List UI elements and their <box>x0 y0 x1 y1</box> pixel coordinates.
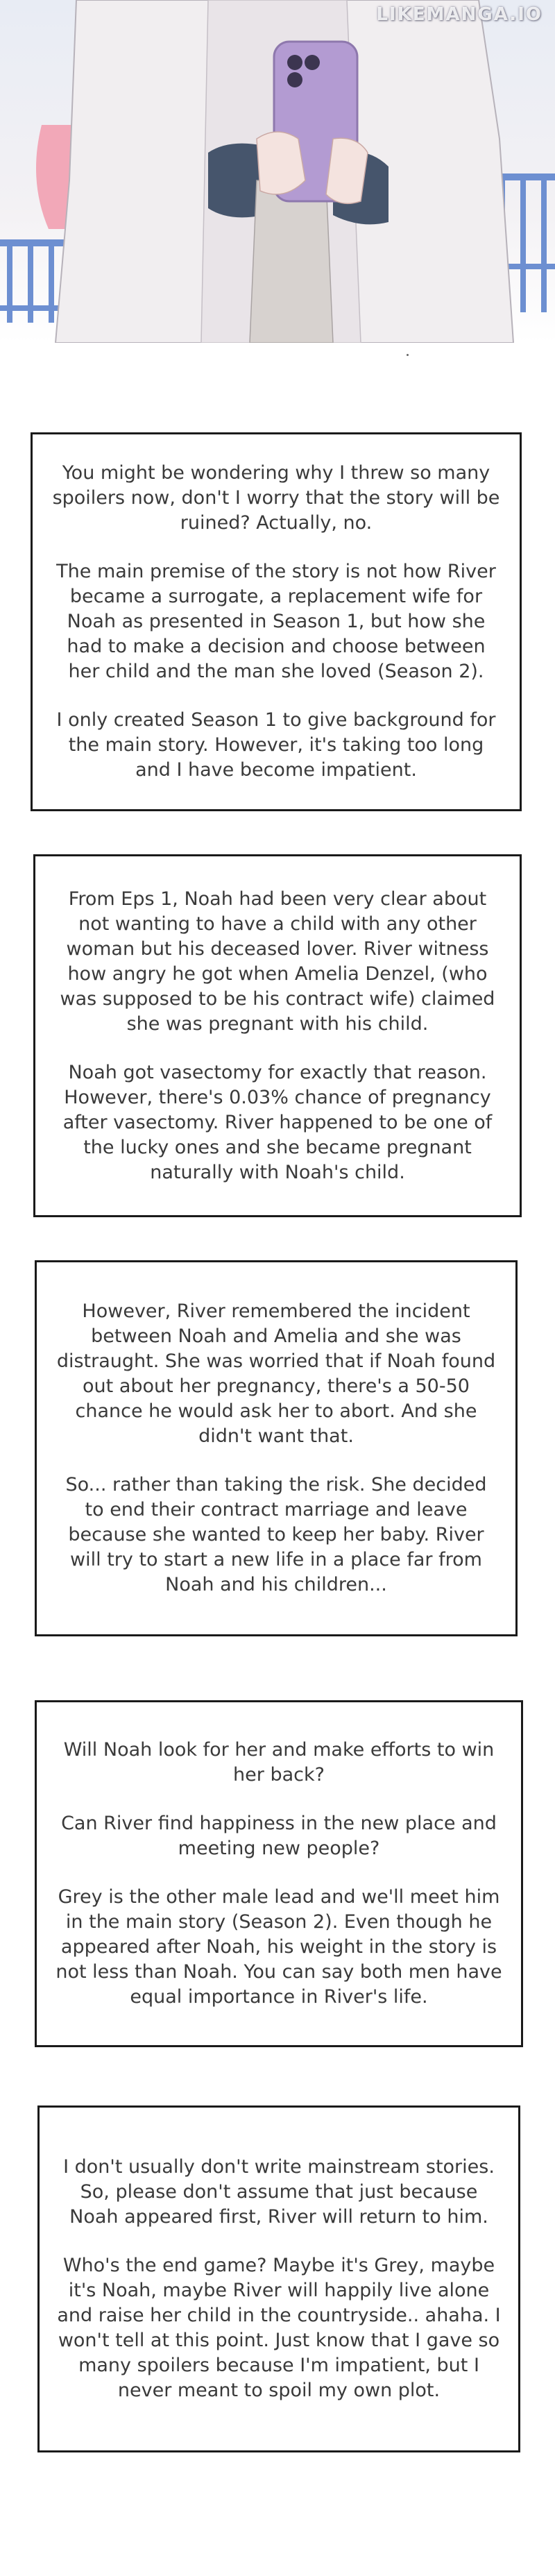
note-paragraph: I only created Season 1 to give background for the main story. However, it's taking too long and I have become impatient. <box>56 709 496 781</box>
character-holding-phone-illustration <box>0 0 555 343</box>
note-paragraph: So... rather than taking the risk. She decided to end their contract marriage and leave because she wanted to keep her baby. River will try to start a new life in a place far from Noah and his children... <box>65 1474 487 1595</box>
note-paragraph: However, River remembered the incident between Noah and Amelia and she was distraught. She was worried that if Noah found out about her pregnancy, there's a 50-50 chance he would ask her to abort. And she didn't want that. <box>56 1300 496 1447</box>
left-hand <box>257 132 305 194</box>
note-paragraph: Grey is the other male lead and we'll meet him in the main story (Season 2). Even though he appeared after Noah, his weight in the story is not less than Noah. You can say both men have equal importance in River's life. <box>56 1886 502 2008</box>
note-paragraph: Who's the end game? Maybe it's Grey, maybe it's Noah, maybe River will happily live alone and raise her child in the countryside.. ahaha. I won't tell at this point. Just know that I gave so many spoilers because I'm impatient, but I never meant to spoil my own plot. <box>57 2255 501 2401</box>
scarf <box>250 180 333 343</box>
right-hand <box>326 138 368 203</box>
stray-dot <box>407 354 409 356</box>
watermark: LIKEMANGA.IO <box>376 4 543 25</box>
author-note-box-5 <box>37 2105 520 2452</box>
note-paragraph: Can River find happiness in the new place and meeting new people? <box>61 1813 497 1859</box>
note-paragraph: I don't usually don't write mainstream stories. So, please don't assume that just because Noah appeared first, River will return to him. <box>63 2156 495 2228</box>
author-note-box-2 <box>33 854 522 1217</box>
note-paragraph: Noah got vasectomy for exactly that reason. However, there's 0.03% chance of pregnancy after vasectomy. River happened to be one of the lucky ones and she became pregnant naturally with Noah's child. <box>62 1061 493 1183</box>
note-paragraph: The main premise of the story is not how River became a surrogate, a replacement wife for Noah as presented in Season 1, but how she had to make a decision and choose between her child and the man she loved (Season 2). <box>56 561 496 682</box>
author-note-box-1 <box>31 432 522 811</box>
note-paragraph: Will Noah look for her and make efforts to win her back? <box>63 1739 495 1786</box>
author-note-box-3 <box>35 1260 518 1636</box>
comic-panel-illustration <box>0 0 555 343</box>
note-paragraph: From Eps 1, Noah had been very clear about not wanting to have a child with any other woman but his deceased lover. River witness how angry he got when Amelia Denzel, (who was supposed to be his contract wife) claimed she was pregnant with his child. <box>60 888 495 1035</box>
author-note-box-4 <box>35 1700 523 2047</box>
note-paragraph: You might be wondering why I threw so many spoilers now, don't I worry that the story will be ruined? Actually, no. <box>52 462 500 534</box>
